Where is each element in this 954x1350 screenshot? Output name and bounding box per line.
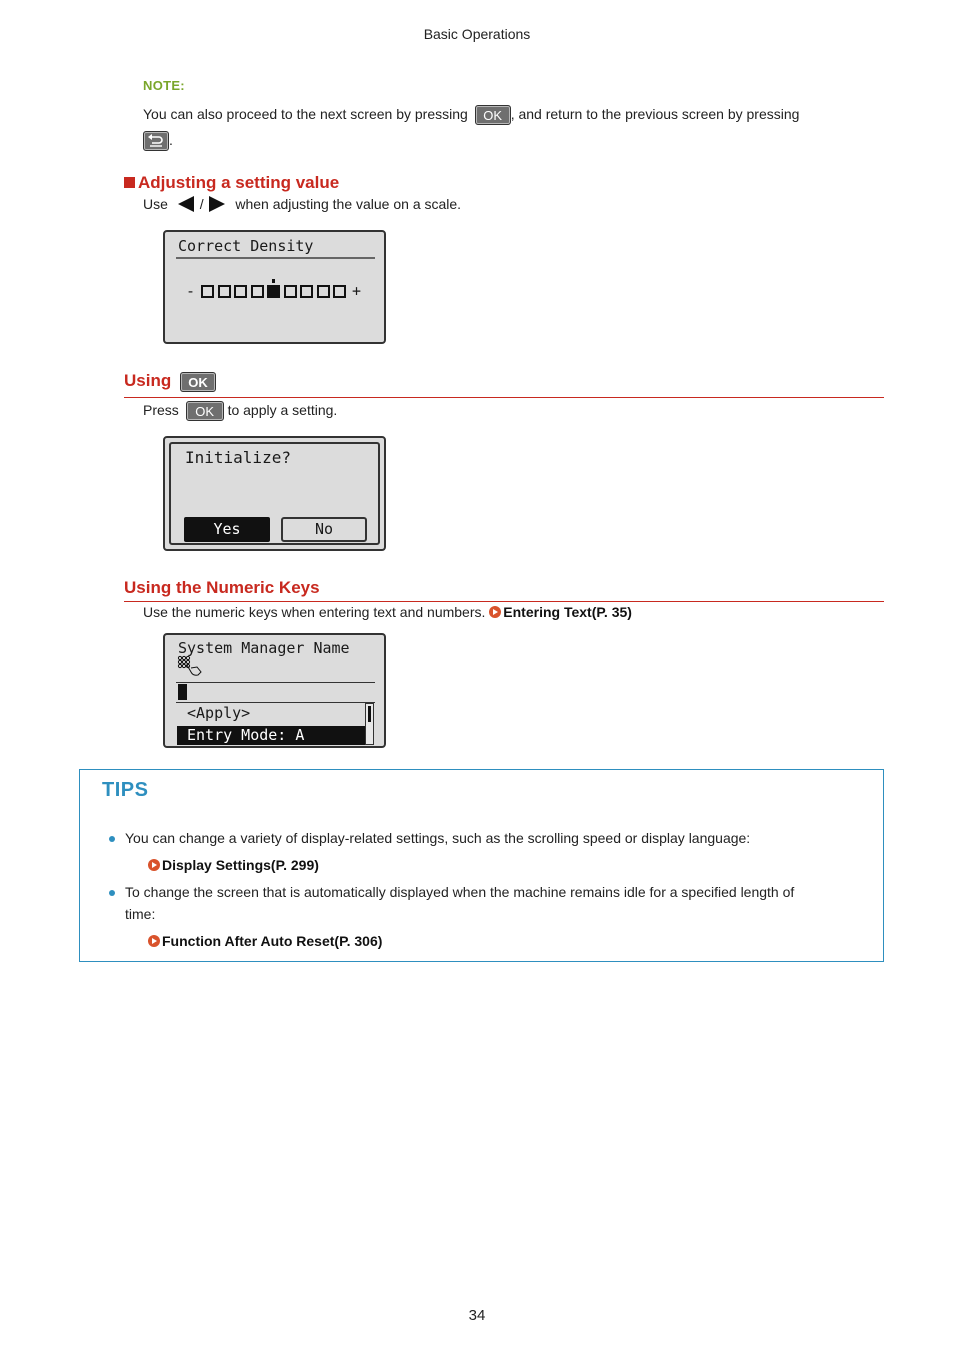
- adjust-text-after: when adjusting the value on a scale.: [235, 196, 462, 212]
- link-arrow-icon: [148, 935, 160, 947]
- lcd-title: Initialize?: [185, 448, 291, 467]
- lcd-plus: +: [352, 282, 362, 300]
- keypad-hand-icon: [177, 655, 205, 677]
- ok-key-icon: OK: [180, 372, 216, 392]
- lcd-title: Correct Density: [178, 237, 314, 255]
- scale-square: [317, 285, 330, 298]
- note-text-before: You can also proceed to the next screen by pressing: [143, 106, 468, 122]
- tips-item-1-text: You can change a variety of display-related settings, such as the scrolling speed or display language:: [125, 830, 751, 846]
- note-text-end: .: [169, 132, 173, 148]
- scale-square: [251, 285, 264, 298]
- lcd-scrollbar-thumb: [368, 706, 371, 722]
- note-label: NOTE:: [143, 78, 185, 93]
- scale-square: [300, 285, 313, 298]
- lcd-yes-option: Yes: [184, 517, 270, 542]
- lcd-minus: -: [186, 282, 196, 300]
- section-title-using-text: Using: [124, 371, 172, 390]
- adjust-text-slash: /: [199, 196, 204, 212]
- function-after-auto-reset-link[interactable]: [148, 931, 382, 951]
- left-arrow-key-icon: [176, 195, 196, 213]
- tips-box: [79, 769, 884, 962]
- link-arrow-icon: [148, 859, 160, 871]
- scale-square: [218, 285, 231, 298]
- lcd-title: System Manager Name: [178, 639, 350, 657]
- lcd-entry-mode-item: Entry Mode: A: [177, 726, 365, 745]
- numeric-text: [143, 602, 632, 622]
- back-key-icon: [143, 131, 169, 151]
- note-text-middle: , and return to the previous screen by pressing: [510, 106, 800, 122]
- lcd-scrollbar: [365, 703, 374, 745]
- scale-square-selected: [267, 285, 280, 298]
- lcd-system-manager-name: [163, 633, 386, 748]
- bullet: [109, 836, 115, 842]
- scale-square: [284, 285, 297, 298]
- lcd-divider: [176, 702, 375, 703]
- text-cursor: [178, 684, 187, 700]
- red-square-icon: [124, 177, 135, 188]
- adjust-text-use: Use: [143, 196, 168, 212]
- scale-square: [201, 285, 214, 298]
- adjust-text: [143, 194, 461, 214]
- section-title-adjusting-text: Adjusting a setting value: [138, 173, 340, 192]
- scale-square: [333, 285, 346, 298]
- scale-square: [234, 285, 247, 298]
- lcd-apply-item: <Apply>: [187, 704, 251, 722]
- lcd-initialize: [163, 436, 386, 551]
- using-text-after: to apply a setting.: [227, 402, 338, 418]
- bullet: [109, 890, 115, 896]
- link-arrow-icon: [489, 606, 501, 618]
- note-text: [143, 104, 799, 125]
- section-title-using: [124, 371, 216, 392]
- using-text: [143, 400, 337, 421]
- tips-item-2-text-line2: time:: [125, 906, 156, 922]
- tips-item-2-text: To change the screen that is automatically displayed when the machine remains idle for a specified length of: [125, 884, 795, 900]
- section-title-numeric: Using the Numeric Keys: [124, 578, 320, 597]
- scale-marker: [272, 279, 275, 283]
- right-arrow-key-icon: [207, 195, 227, 213]
- numeric-text-body: Use the numeric keys when entering text and numbers.: [143, 604, 486, 620]
- ok-key-icon: OK: [186, 401, 224, 421]
- using-text-press: Press: [143, 402, 179, 418]
- page-header: Basic Operations: [423, 26, 531, 42]
- note-text-line2: [143, 130, 173, 151]
- display-settings-link-label: Display Settings(P. 299): [162, 857, 319, 873]
- lcd-divider: [176, 257, 375, 259]
- function-after-auto-reset-link-label: Function After Auto Reset(P. 306): [162, 933, 383, 949]
- page-number: 34: [468, 1307, 486, 1324]
- section-title-adjusting: [124, 173, 339, 193]
- entering-text-link-label: Entering Text(P. 35): [503, 604, 632, 620]
- lcd-correct-density: [163, 230, 386, 344]
- entering-text-link[interactable]: [489, 604, 632, 620]
- tips-title: TIPS: [102, 779, 149, 801]
- lcd-divider: [176, 682, 375, 683]
- lcd-no-option: No: [281, 517, 367, 542]
- density-scale: [201, 285, 351, 299]
- display-settings-link[interactable]: [148, 855, 319, 875]
- section-rule: [124, 397, 884, 398]
- ok-key-icon: OK: [475, 105, 511, 125]
